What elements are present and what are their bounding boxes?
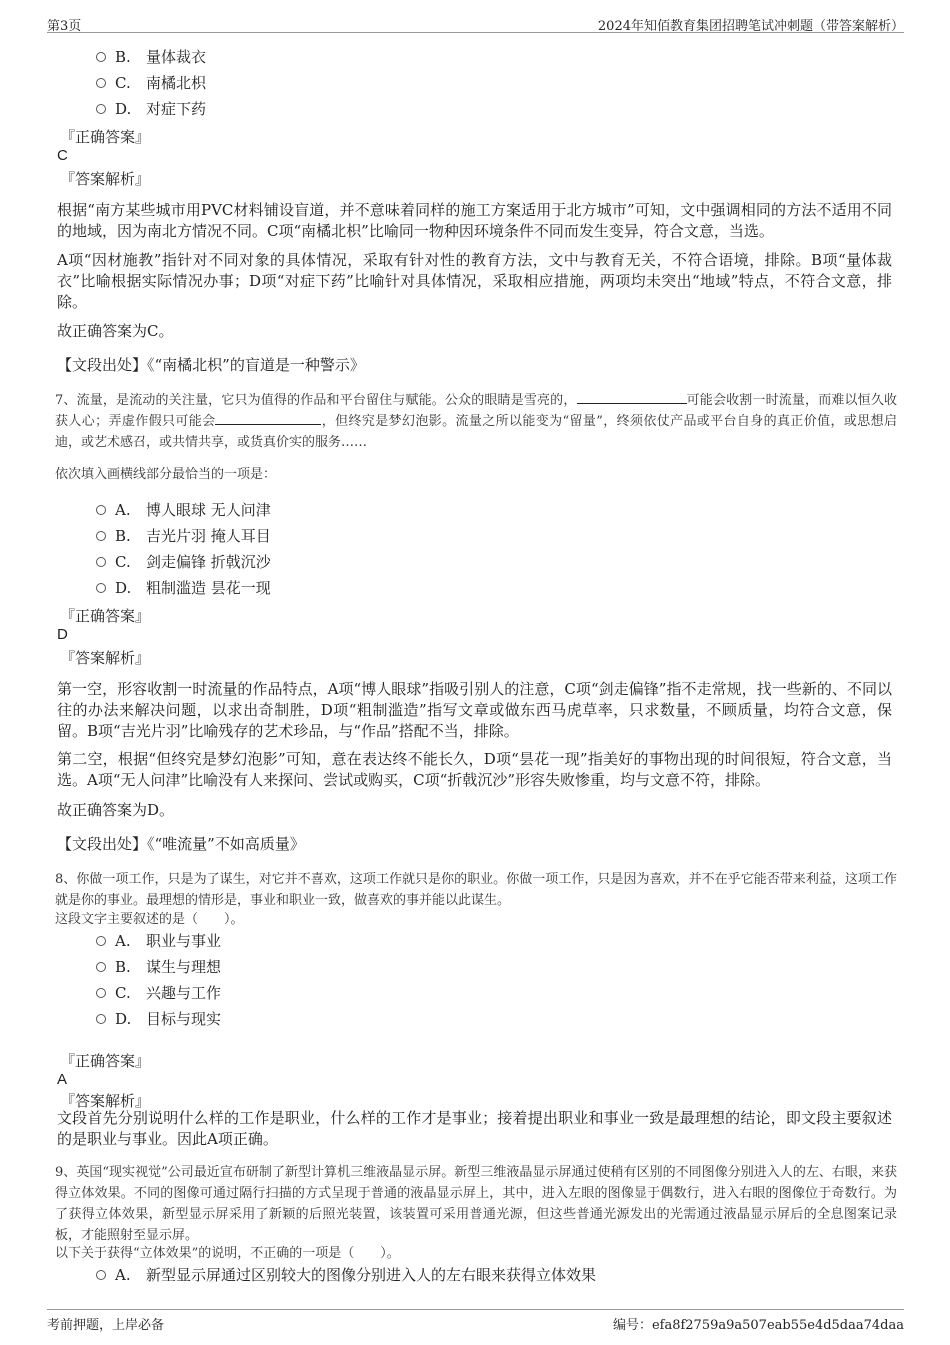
page-number: 第3页 xyxy=(47,19,82,34)
q7-analysis-paragraph-1: 第一空，形容收割一时流量的作品特点，A项“博人眼球”指吸引别人的注意，C项“剑走偏锋”指不走常规，找一些新的、不同以往的办法来解决问题，以求出奇制胜，D项“粗制滥造”指写文章或做东西马虎草率，只求数量，不顾质量，均符合文意，保留。B项“吉光片羽”比喻残存的艺术珍品，与“作品”搭配不当，排除。 xyxy=(57,680,892,740)
q9-stem: 9、英国“现实视觉”公司最近宣布研制了新型计算机三维液晶显示屏。新型三维液晶显示屏通过使稍有区别的不同图像分别进入人的左、右眼，来获得立体效果。不同的图像可通过隔行扫描的方式呈现于普通的液晶显示屏上，其中，进入左眼的图像显于偶数行，进入右眼的图像位于奇数行。为了获得立体效果，新型显示屏采用了新颖的后照光装置，该装置可采用普通光源，但这些普通光源发出的光需通过液晶显示屏后的全息图案记录板，才能照射至显示屏。 xyxy=(55,1165,897,1243)
blank-line xyxy=(215,411,321,425)
radio-icon[interactable] xyxy=(96,936,106,946)
document-title: 2024年知佰教育集团招聘笔试冲刺题（带答案解析） xyxy=(597,19,904,34)
blank-line xyxy=(577,390,687,404)
q6-option-d[interactable]: D. 对症下药 xyxy=(96,98,206,120)
q8-stem: 8、你做一项工作，只是为了谋生，对它并不喜欢，这项工作就只是你的职业。你做一项工作，只是因为喜欢，并不在乎它能否带来利益，这项工作就是你的事业。最理想的情形是，事业和职业一致，做喜欢的事并能以此谋生。 xyxy=(55,872,897,908)
radio-icon[interactable] xyxy=(96,531,106,541)
q8-answer: A xyxy=(57,1071,68,1088)
option-text: 职业与事业 xyxy=(146,932,222,950)
radio-icon[interactable] xyxy=(96,962,106,972)
q8-answer-heading: 『正确答案』 xyxy=(60,1052,151,1070)
q9-prompt: 以下关于获得“立体效果”的说明，不正确的一项是（ ）。 xyxy=(55,1246,400,1261)
q8-option-a[interactable]: A. 职业与事业 xyxy=(96,930,221,952)
option-text: 对症下药 xyxy=(146,100,207,118)
radio-icon[interactable] xyxy=(96,52,106,62)
q6-answer: C xyxy=(57,147,68,164)
q8-option-d[interactable]: D. 目标与现实 xyxy=(96,1008,221,1030)
q6-analysis-paragraph-1: 根据“南方某些城市用PVC材料铺设盲道，并不意味着同样的施工方案适用于北方城市”可知，文中强调相同的方法不适用不同的地域，因为南北方情况不同。C项“南橘北枳”比喻同一物种因环境条件不同而发生变异，符合文意，当选。 xyxy=(57,201,892,240)
q6-source: 【文段出处】《“南橘北枳”的盲道是一种警示》 xyxy=(57,356,365,374)
q7-analysis-paragraph-2: 第二空，根据“但终究是梦幻泡影”可知，意在表达终不能长久，D项“昙花一现”指美好的事物出现的时间很短，符合文意，当选。A项“无人问津”比喻没有人来探问、尝试或购买，C项“折戟沉沙”形容失败惨重，均与文意不符，排除。 xyxy=(57,750,892,789)
q6-conclusion: 故正确答案为C。 xyxy=(57,322,174,340)
q7-option-b[interactable]: B. 吉光片羽 掩人耳目 xyxy=(96,525,271,547)
radio-icon[interactable] xyxy=(96,104,106,114)
q7-option-a[interactable]: A. 博人眼球 无人问津 xyxy=(96,499,271,521)
q9-option-a[interactable]: A. 新型显示屏通过区别较大的图像分别进入人的左右眼来获得立体效果 xyxy=(96,1264,596,1286)
q8-option-b[interactable]: B. 谋生与理想 xyxy=(96,956,221,978)
document-code: 编号：efa8f2759a9a507eab55e4d5daa74daa xyxy=(612,1318,904,1333)
q7-option-d[interactable]: D. 粗制滥造 昙花一现 xyxy=(96,577,271,599)
radio-icon[interactable] xyxy=(96,583,106,593)
page-header xyxy=(47,13,904,33)
q7-stem: 7、流量，是流动的关注量，它只为值得的作品和平台留住与赋能。公众的眼睛是雪亮的， 可能会收割一时流量，而难以恒久收获人心；弄虚作假只可能会 ，但终究是梦幻泡影。流量之所以能变为“留量”，终须依仗产品或平台自身的真正价值，或思想启迪，或艺术感召，或共情共享，或货真价实的服务…… xyxy=(55,390,897,453)
q7-conclusion: 故正确答案为D。 xyxy=(57,801,175,819)
option-text: 剑走偏锋 折戟沉沙 xyxy=(146,553,271,571)
q7-answer: D xyxy=(57,626,68,643)
q7-option-c[interactable]: C. 剑走偏锋 折戟沉沙 xyxy=(96,551,271,573)
option-text: 南橘北枳 xyxy=(146,74,207,92)
q7-source: 【文段出处】《“唯流量”不如高质量》 xyxy=(57,835,305,853)
radio-icon[interactable] xyxy=(96,505,106,515)
option-text: 谋生与理想 xyxy=(146,958,222,976)
q6-option-c[interactable]: C. 南橘北枳 xyxy=(96,72,206,94)
q6-answer-heading: 『正确答案』 xyxy=(60,128,151,146)
q8-analysis: 文段首先分别说明什么样的工作是职业，什么样的工作才是事业；接着提出职业和事业一致是最理想的结论，即文段主要叙述的是职业与事业。因此A项正确。 xyxy=(57,1109,892,1148)
option-text: 博人眼球 无人问津 xyxy=(146,501,271,519)
q7-answer-heading: 『正确答案』 xyxy=(60,607,151,625)
radio-icon[interactable] xyxy=(96,78,106,88)
q8-prompt: 这段文字主要叙述的是（ ）。 xyxy=(55,912,244,927)
radio-icon[interactable] xyxy=(96,1270,106,1280)
page-footer xyxy=(47,1309,904,1333)
q6-option-b[interactable]: B. 量体裁衣 xyxy=(96,46,206,68)
option-text: 吉光片羽 掩人耳目 xyxy=(146,527,271,545)
q7-analysis-heading: 『答案解析』 xyxy=(60,649,151,667)
option-text: 粗制滥造 昙花一现 xyxy=(146,579,271,597)
radio-icon[interactable] xyxy=(96,988,106,998)
footer-slogan: 考前押题，上岸必备 xyxy=(47,1318,165,1333)
radio-icon[interactable] xyxy=(96,1014,106,1024)
q7-prompt: 依次填入画横线部分最恰当的一项是： xyxy=(55,467,277,482)
radio-icon[interactable] xyxy=(96,557,106,567)
q6-analysis-paragraph-2: A项“因材施教”指针对不同对象的具体情况，采取有针对性的教育方法，文中与教育无关，不符合语境，排除。B项“量体裁衣”比喻根据实际情况办事；D项“对症下药”比喻针对具体情况，采取相应措施，两项均未突出“地域”特点，不符合文意，排除。 xyxy=(57,251,892,311)
q8-option-c[interactable]: C. 兴趣与工作 xyxy=(96,982,221,1004)
option-text: 目标与现实 xyxy=(146,1010,222,1028)
option-text: 新型显示屏通过区别较大的图像分别进入人的左右眼来获得立体效果 xyxy=(146,1266,597,1284)
q6-analysis-heading: 『答案解析』 xyxy=(60,170,151,188)
option-text: 量体裁衣 xyxy=(146,48,207,66)
q8-analysis-heading: 『答案解析』 xyxy=(60,1092,151,1110)
option-text: 兴趣与工作 xyxy=(146,984,222,1002)
